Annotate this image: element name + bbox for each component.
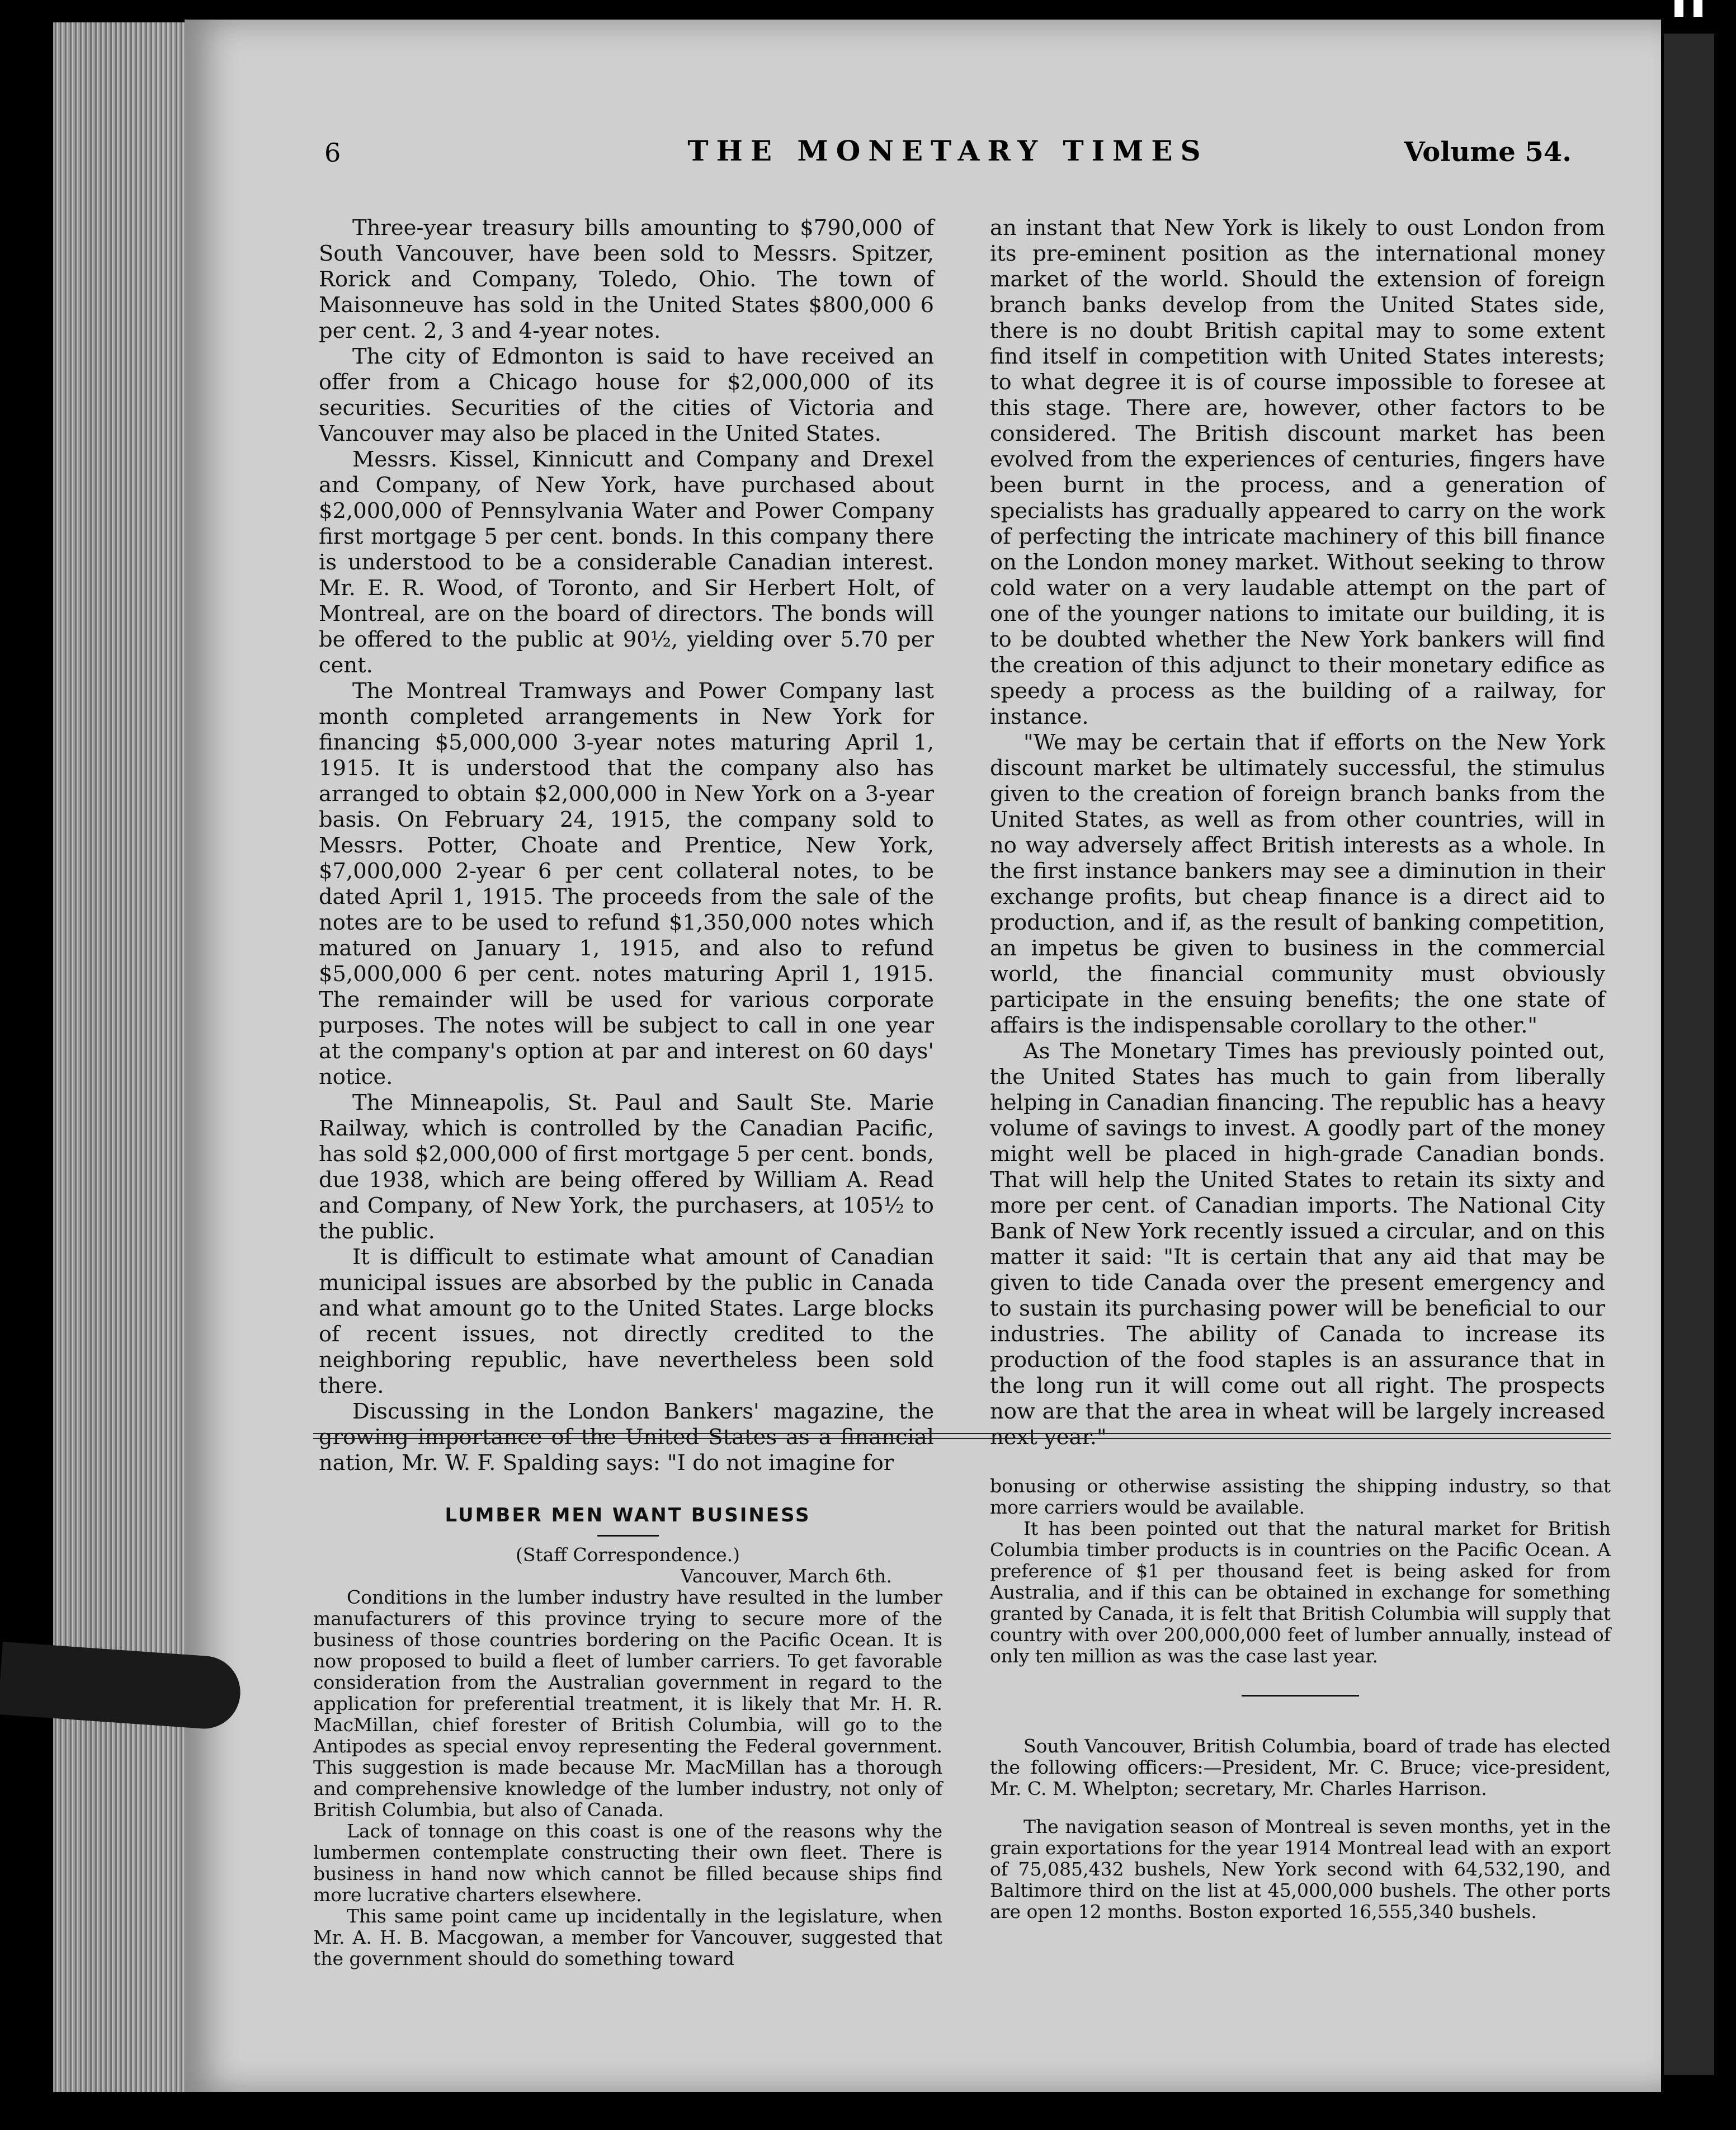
headline-rule [597, 1535, 659, 1537]
scanner-marks [1674, 0, 1719, 17]
running-header [324, 134, 1572, 179]
paragraph: It is difficult to estimate what amount of Canadian municipal issues are absorbed by the public in Canada and what amount go to the United States. Large blocks of recent issues, not directly credited to the neighboring republic, have nevertheless been sold there. [319, 1245, 934, 1398]
book-page-edges [53, 22, 193, 2092]
publication-title: THE MONETARY TIMES [687, 134, 1209, 167]
paragraph: Messrs. Kissel, Kinnicutt and Company and Drexel and Company, of New York, have purchased about $2,000,000 of Pennsylvania Water and Power Company first mortgage 5 per cent. bonds. In this company there is understood to be a considerable Canadian interest. Mr. E. R. Wood, of Toronto, and Sir Herbert Holt, of Montreal, are on the board of directors. The bonds will be offered to the public at 90½, yielding over 5.70 per cent. [319, 447, 934, 678]
paragraph: "We may be certain that if efforts on the New York discount market be ultimately successful, the stimulus given to the creation of foreign branch banks from the United States, as well as from other countries, will in no way adversely affect British interests as a whole. In the first instance bankers may see a diminution in their exchange profits, but cheap finance is a direct aid to production, and if, as the result of banking competition, an impetus be given to business in the commercial world, the financial community must obviously participate in the ensuing benefits; the one state of affairs is the indispensable corollary to the other." [990, 730, 1605, 1038]
paragraph: It has been pointed out that the natural market for British Columbia timber products is in countries on the Pacific Ocean. A preference of $1 per thousand feet is being asked for from Australia, and if this can be obtained in exchange for something granted by Canada, it is felt that British Columbia will supply that country with over 200,000,000 feet of lumber annually, instead of only ten million as was the case last year. [990, 1518, 1611, 1667]
paragraph: This same point came up incidentally in the legislature, when Mr. A. H. B. Macgowan, a member for Vancouver, suggested that the government should do something toward [313, 1905, 942, 1969]
paragraph: The Minneapolis, St. Paul and Sault Ste. Marie Railway, which is controlled by the Canadian Pacific, has sold $2,000,000 of first mortgage 5 per cent. bonds, due 1938, which are being offered by William A. Read and Company, of New York, the purchasers, at 105½ to the public. [319, 1090, 934, 1244]
byline: (Staff Correspondence.) [515, 1544, 740, 1566]
upper-left-column [319, 215, 934, 1476]
lower-right-column [990, 1476, 1611, 1922]
section-divider [313, 1433, 1611, 1439]
volume-label: Volume 54. [1404, 136, 1572, 168]
paragraph: The Montreal Tramways and Power Company last month completed arrangements in New York for financing $5,000,000 3-year notes maturing April 1, 1915. It is understood that the company also has arranged to obtain $2,000,000 in New York on a 3-year basis. On February 24, 1915, the company sold to Messrs. Potter, Choate and Prentice, New York, $7,000,000 2-year 6 per cent collateral notes, to be dated April 1, 1915. The proceeds from the sale of the notes are to be used to refund $1,350,000 notes which matured on January 1, 1915, and also to refund $5,000,000 6 per cent. notes maturing April 1, 1915. The remainder will be used for various corporate purposes. The notes will be subject to call in one year at the company's option at par and interest on 60 days' notice. [319, 678, 934, 1090]
news-note: The navigation season of Montreal is seven months, yet in the grain exportations for the year 1914 Montreal lead with an export of 75,085,432 bushels, New York second with 64,532,190, and Baltimore third on the list at 45,000,000 bushels. The other ports are open 12 months. Boston exported 16,555,340 bushels. [990, 1816, 1611, 1922]
paragraph: Lack of tonnage on this coast is one of the reasons why the lumbermen contemplate constructing their own fleet. There is business in hand now which cannot be filled because ships find more lucrative charters elsewhere. [313, 1820, 942, 1906]
paragraph: an instant that New York is likely to oust London from its pre-eminent position as the international money market of the world. Should the extension of foreign branch banks develop from the United States side, there is no doubt British capital may to some extent find itself in competition with United States interests; to what degree it is of course impossible to foresee at this stage. There are, however, other factors to be considered. The British discount market has been evolved from the experiences of centuries, fingers have been burnt in the process, and a generation of specialists has gradually appeared to carry on the work of perfecting the intricate machinery of this bill finance on the London money market. Without seeking to throw cold water on a very laudable attempt on the part of one of the younger nations to imitate our building, it is to be doubted whether the New York bankers will find the creation of this adjunct to their monetary edifice as speedy a process as the building of a railway, for instance. [990, 215, 1605, 729]
page-number: 6 [324, 138, 341, 168]
paragraph: Conditions in the lumber industry have resulted in the lumber manufacturers of this province trying to secure more of the business of those countries bordering on the Pacific Ocean. It is now proposed to build a fleet of lumber carriers. To get favorable consideration from the Australian government in regard to the application for preferential treatment, it is likely that Mr. H. R. MacMillan, chief forester of British Columbia, will go to the Antipodes as special envoy representing the Federal government. This suggestion is made because Mr. MacMillan has a thorough and comprehensive knowledge of the lumber industry, not only of British Columbia, but also of Canada. [313, 1586, 942, 1821]
upper-right-column [990, 215, 1605, 1450]
paragraph: Discussing in the London Bankers' magazine, the growing importance of the United States as a financial nation, Mr. W. F. Spalding says: "I do not imagine for [319, 1399, 934, 1476]
dateline: Vancouver, March 6th. [680, 1565, 892, 1587]
article-headline: LUMBER MEN WANT BUSINESS [445, 1504, 811, 1526]
news-note: South Vancouver, British Columbia, board of trade has elected the following officers:—President, Mr. C. Bruce; vice-president, Mr. C. M. Whelpton; secretary, Mr. Charles Harrison. [990, 1735, 1611, 1799]
lumber-article-column [313, 1505, 942, 1969]
paragraph: Three-year treasury bills amounting to $790,000 of South Vancouver, have been sold to Messrs. Spitzer, Rorick and Company, Toledo, Ohio. The town of Maisonneuve has sold in the United States $800,000 6 per cent. 2, 3 and 4-year notes. [319, 215, 934, 343]
binding-shadow [1664, 34, 1714, 2075]
paragraph: bonusing or otherwise assisting the shipping industry, so that more carriers would be available. [990, 1475, 1611, 1518]
short-divider [1242, 1695, 1359, 1697]
paragraph: As The Monetary Times has previously pointed out, the United States has much to gain from liberally helping in Canadian financing. The republic has a heavy volume of savings to invest. A goodly part of the money might well be placed in high-grade Canadian bonds. That will help the United States to retain its sixty and more per cent. of Canadian imports. The National City Bank of New York recently issued a circular, and on this matter it said: "It is certain that any aid that may be given to tide Canada over the present emergency and to sustain its purchasing power will be beneficial to our industries. The ability of Canada to increase its production of the food staples is an assurance that in the long run it will come out all right. The prospects now are that the area in wheat will be largely increased next year." [990, 1039, 1605, 1450]
paragraph: The city of Edmonton is said to have received an offer from a Chicago house for $2,000,000 of its securities. Securities of the cities of Victoria and Vancouver may also be placed in the United States. [319, 344, 934, 446]
